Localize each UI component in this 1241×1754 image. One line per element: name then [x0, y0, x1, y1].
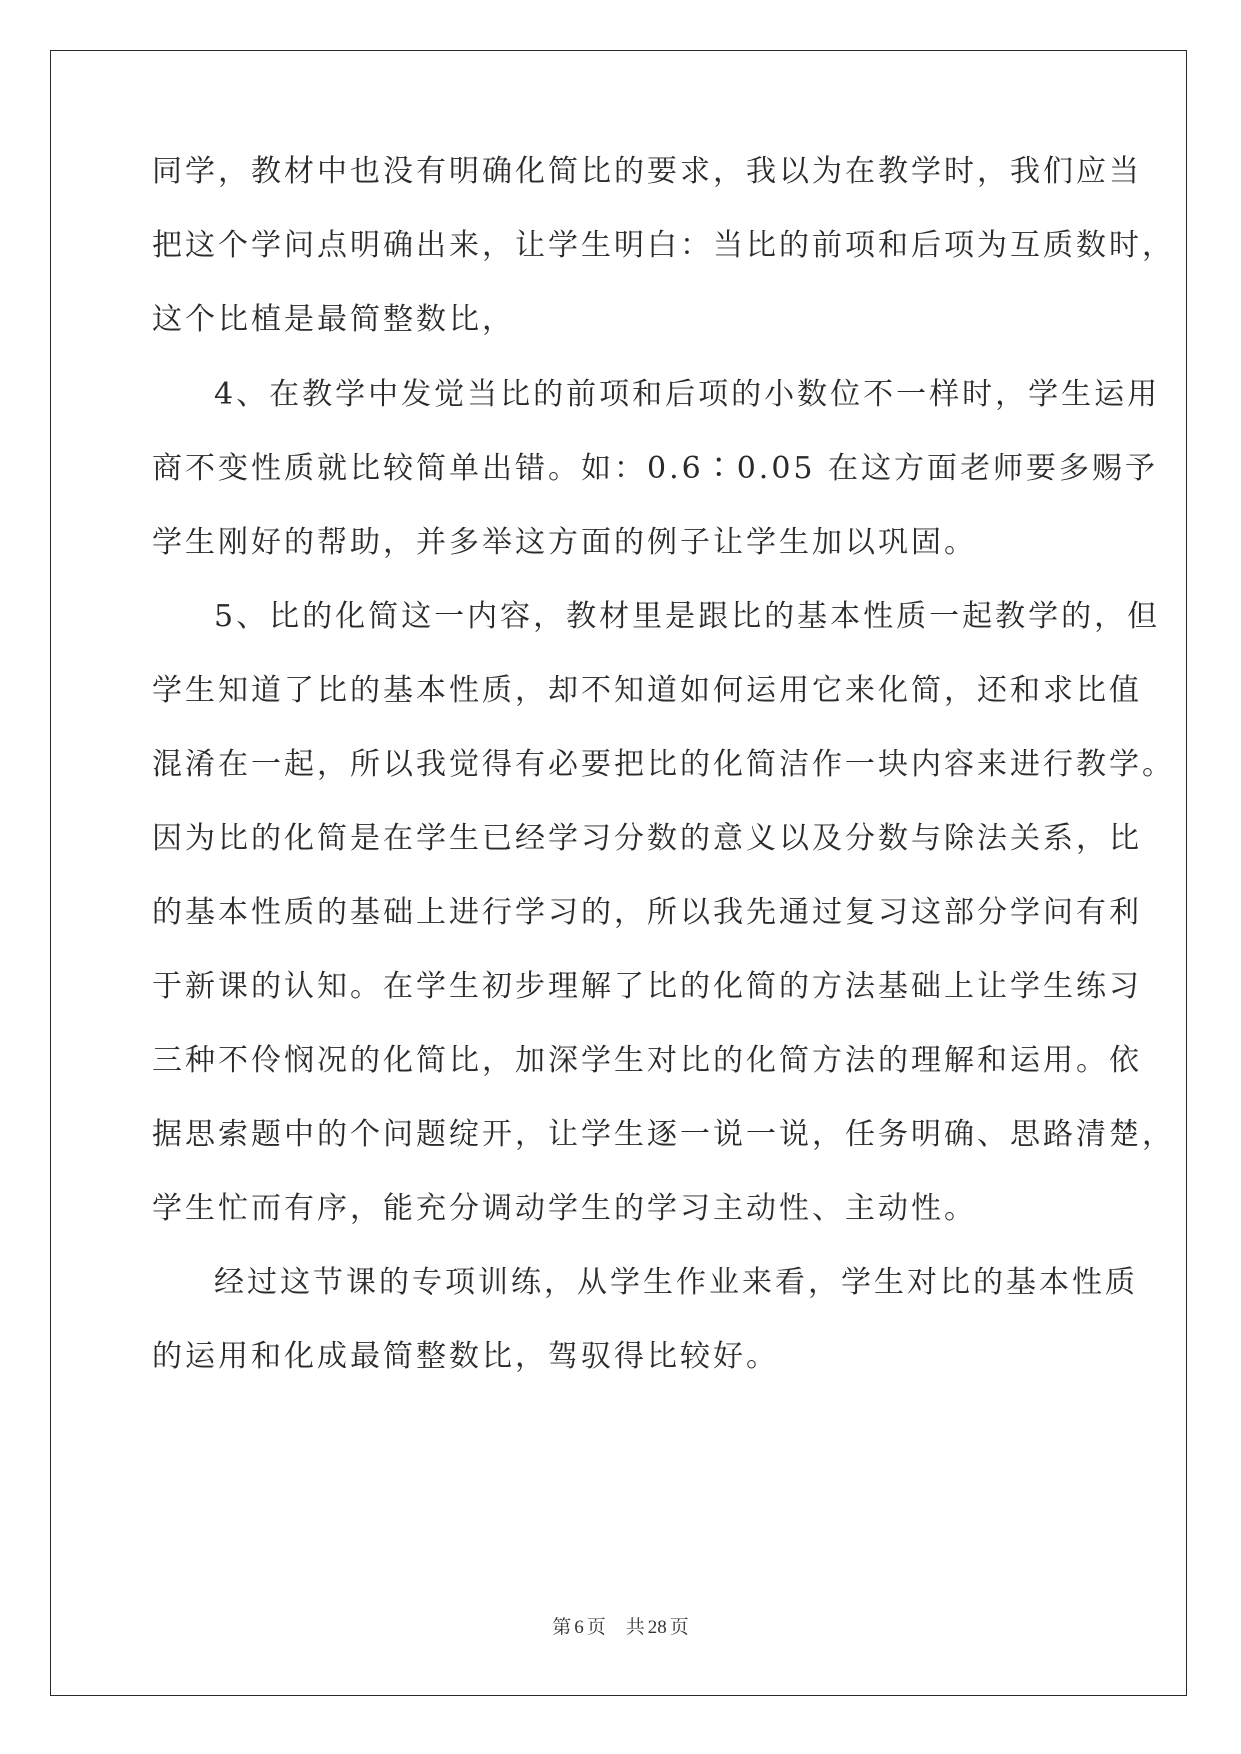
body-line-5: 商不变性质就比较简单出错。如：0.6∶0.05 在这方面老师要多赐予: [152, 451, 1159, 486]
body-line-16: 经过这节课的专项训练，从学生作业来看，学生对比的基本性质: [214, 1265, 1138, 1300]
page-number: 6: [574, 1617, 584, 1638]
body-line-2: 把这个学问点明确出来，让学生明白：当比的前项和后项为互质数时，: [152, 228, 1175, 263]
body-line-1: 同学，教材中也没有明确化简比的要求，我以为在教学时，我们应当: [152, 154, 1142, 189]
body-line-4: 4、在教学中发觉当比的前项和后项的小数位不一样时，学生运用: [214, 377, 1161, 412]
body-line-11: 的基本性质的基础上进行学习的，所以我先通过复习这部分学问有利: [152, 895, 1142, 930]
body-line-12: 于新课的认知。在学生初步理解了比的化简的方法基础上让学生练习: [152, 969, 1142, 1004]
page-frame: [50, 50, 1187, 1696]
body-line-17: 的运用和化成最简整数比，驾驭得比较好。: [152, 1339, 779, 1374]
body-line-9: 混淆在一起，所以我觉得有必要把比的化简洁作一块内容来进行教学。: [152, 747, 1175, 782]
body-line-14: 据思索题中的个问题绽开，让学生逐一说一说，任务明确、思路清楚，: [152, 1117, 1175, 1152]
total-suffix: 页: [669, 1617, 689, 1638]
body-line-3: 这个比植是最简整数比，: [152, 302, 515, 337]
page-prefix: 第: [552, 1617, 572, 1638]
body-line-10: 因为比的化简是在学生已经学习分数的意义以及分数与除法关系，比: [152, 821, 1142, 856]
page-suffix: 页: [586, 1617, 606, 1638]
body-line-7: 5、比的化简这一内容，教材里是跟比的基本性质一起教学的，但: [214, 599, 1161, 634]
page-footer: [0, 1612, 1241, 1639]
body-line-15: 学生忙而有序，能充分调动学生的学习主动性、主动性。: [152, 1191, 977, 1226]
body-line-8: 学生知道了比的基本性质，却不知道如何运用它来化简，还和求比值: [152, 673, 1142, 708]
body-line-13: 三种不伶悯况的化简比，加深学生对比的化简方法的理解和运用。依: [152, 1043, 1142, 1078]
body-line-6: 学生刚好的帮助，并多举这方面的例子让学生加以巩固。: [152, 525, 977, 560]
total-prefix: 共: [625, 1617, 645, 1638]
total-pages: 28: [647, 1617, 667, 1638]
